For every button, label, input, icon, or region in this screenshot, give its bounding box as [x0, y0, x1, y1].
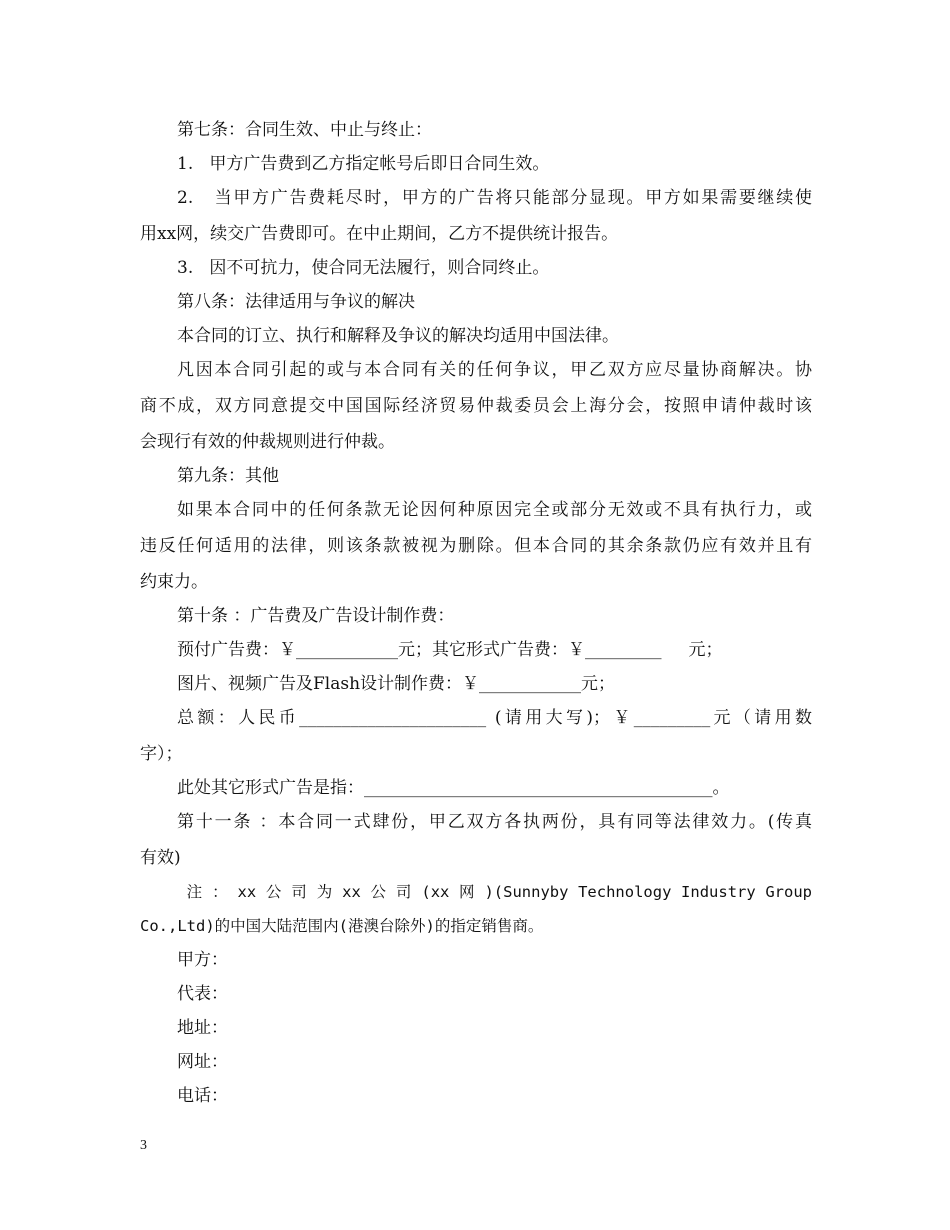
note-line-cont: Co.,Ltd)的中国大陆范围内(港澳台除外)的指定销售商。 — [140, 917, 544, 935]
article-11-text: 第十一条 ：本合同一式肆份，甲乙双方各执两份，具有同等法律效力。(传真 — [177, 812, 812, 832]
article-8-para-2-cont: 商不成，双方同意提交中国国际经济贸易仲裁委员会上海分会，按照申请仲裁时该 — [140, 396, 812, 416]
article-7-item-1: 1. 甲方广告费到乙方指定帐号后即日合同生效。 — [177, 154, 550, 174]
article-7-item-2-cont: 用xx网，续交广告费即可。在中止期间，乙方不提供统计报告。 — [140, 224, 619, 244]
party-a-label: 甲方： — [177, 950, 228, 970]
note-line: 注 ： xx 公 司 为 xx 公 司 (xx 网 )(Sunnyby Technology Industry Group — [177, 883, 812, 901]
article-7-item-2: 2. 当甲方广告费耗尽时，甲方的广告将只能部分显现。甲方如果需要继续使 — [177, 188, 812, 208]
other-ads-definition: 此处其它形式广告是指：_________________________________________。 — [177, 778, 730, 798]
article-9-para: 如果本合同中的任何条款无论因何种原因完全或部分无效或不具有执行力，或 — [177, 500, 812, 520]
address-label: 地址： — [177, 1018, 228, 1038]
article-8-heading: 第八条：法律适用与争议的解决 — [177, 292, 415, 312]
total-amount-line-cont: 字）； — [140, 744, 183, 764]
article-9-heading: 第九条：其他 — [177, 466, 279, 486]
page-number: 3 — [140, 1138, 147, 1153]
article-7-heading: 第七条：合同生效、中止与终止： — [177, 120, 432, 140]
article-8-para-2-end: 会现行有效的仲裁规则进行仲裁。 — [140, 432, 395, 452]
website-label: 网址： — [177, 1052, 228, 1072]
article-10-heading: 第十条 ：广告费及广告设计制作费： — [177, 606, 455, 626]
design-fee-line: 图片、视频广告及Flash设计制作费：￥____________元； — [177, 674, 616, 694]
phone-label: 电话： — [177, 1086, 228, 1106]
article-8-para-2: 凡因本合同引起的或与本合同有关的任何争议，甲乙双方应尽量协商解决。协 — [177, 360, 812, 380]
prepaid-fee-line: 预付广告费：￥____________元；其它形式广告费：￥_________ 元； — [177, 640, 723, 660]
article-8-para-1: 本合同的订立、执行和解释及争议的解决均适用中国法律。 — [177, 326, 619, 346]
article-7-item-3: 3. 因不可抗力，使合同无法履行，则合同终止。 — [177, 258, 550, 278]
article-9-para-cont: 违反任何适用的法律，则该条款被视为删除。但本合同的其余条款仍应有效并且有 — [140, 536, 812, 556]
total-amount-line: 总额：人民币______________________ (请用大写)；￥_________元（请用数 — [177, 708, 812, 728]
article-9-para-end: 约束力。 — [140, 572, 208, 592]
article-11-text-cont: 有效) — [140, 848, 181, 868]
representative-label: 代表： — [177, 984, 228, 1004]
